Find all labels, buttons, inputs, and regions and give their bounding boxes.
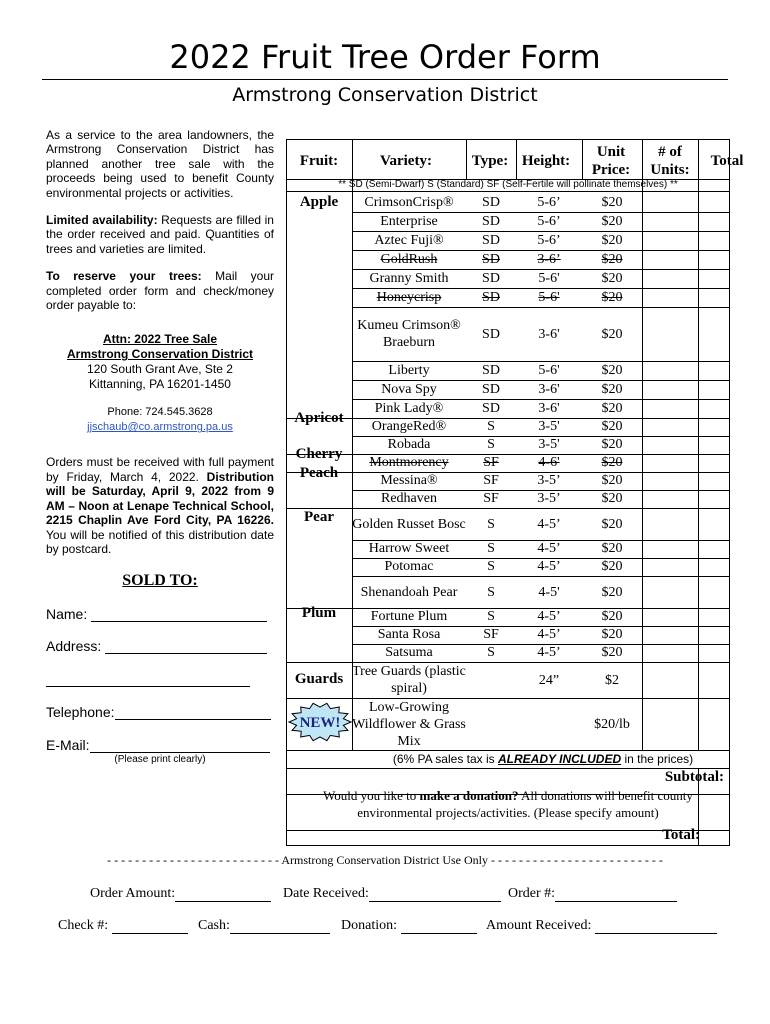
units-input[interactable]	[642, 399, 698, 418]
intro-service: As a service to the area landowners, the Armstrong Conservation District has planned another tree sale with the proceeds being used to benefit County environmental projects or activities.	[46, 128, 274, 200]
office-use-divider: - - - - - - - - - - - - - - - - - - - - - - - - - Armstrong Conservation District Use Only - - - - - - - - - - - - - - - - - - - - - - - - -	[107, 853, 663, 867]
tax-prefix: (6% PA sales tax is	[392, 752, 498, 766]
cell-type: SD	[482, 271, 500, 286]
reserve-text: Mail your completed order form and check/money order payable to:	[46, 269, 274, 313]
cell-height: 5-6’	[537, 233, 561, 248]
total-input[interactable]	[698, 418, 730, 436]
page-title: 2022 Fruit Tree Order Form	[169, 38, 601, 76]
units-input[interactable]	[642, 212, 698, 231]
cell-height: 4-6'	[538, 455, 560, 470]
donation-prompt	[308, 787, 708, 821]
sold-to-heading: SOLD TO:	[122, 572, 198, 589]
cell-height: 4-5’	[537, 541, 561, 556]
cell-price: $20	[601, 252, 623, 267]
table-row	[286, 193, 730, 212]
order-number-row	[508, 886, 677, 902]
fruit-guards: Guards	[294, 671, 344, 687]
tax-emphasis: ALREADY INCLUDED	[498, 752, 622, 766]
table-row	[286, 644, 730, 662]
cell-variety: Fortune Plum	[370, 609, 448, 624]
mailing-address	[46, 332, 274, 435]
table-row	[286, 626, 730, 644]
header-fruit: Fruit:	[299, 153, 339, 169]
table-row	[286, 576, 730, 608]
cell-price: $20	[601, 473, 623, 488]
total-input[interactable]	[698, 288, 730, 307]
cell-type	[466, 662, 516, 698]
table-row	[286, 288, 730, 307]
table-row	[286, 436, 730, 454]
table-row	[286, 269, 730, 288]
header-units	[642, 143, 698, 179]
cell-height: 4-5’	[537, 516, 561, 532]
order-amount-row	[90, 886, 271, 902]
donation-text-2: All donations will benefit county environmental projects/activities. (Please specify amount)	[357, 788, 693, 820]
address-field-row	[46, 638, 267, 654]
title-rule	[42, 79, 728, 80]
fruit-cherry: Cherry	[295, 446, 343, 462]
type-legend: ** SD (Semi-Dwarf) S (Standard) SF (Self-Fertile will pollinate themselves) **	[338, 179, 678, 190]
header-units-line1: # of	[658, 144, 682, 160]
cell-variety: Robada	[387, 437, 431, 452]
fruit-apricot: Apricot	[294, 410, 344, 426]
cell-height: 3-6'	[538, 401, 560, 416]
cell-variety: Aztec Fuji®	[374, 233, 444, 248]
intro-column	[46, 128, 274, 569]
address-field[interactable]	[105, 640, 267, 654]
cell-price: $20/lb	[594, 716, 630, 732]
cell-variety: Low-Growing Wildflower & Grass Mix	[352, 699, 466, 749]
cell-price: $20	[601, 584, 623, 600]
units-input[interactable]	[642, 558, 698, 576]
units-input[interactable]	[642, 472, 698, 490]
header-unit-price	[582, 143, 640, 179]
cell-price: $20	[601, 491, 623, 506]
cell-price: $20	[601, 214, 623, 229]
cell-price: $20	[601, 271, 623, 286]
table-row	[286, 540, 730, 558]
table-row	[286, 361, 730, 380]
cash-row	[198, 918, 330, 934]
cell-height: 5-6'	[538, 290, 560, 305]
donation-field[interactable]	[401, 920, 477, 934]
postcard-note: You will be notified of this distribution date by postcard.	[46, 527, 274, 556]
total-input[interactable]	[698, 454, 730, 472]
name-field-row	[46, 606, 267, 622]
units-input[interactable]	[642, 288, 698, 307]
cell-height: 3-5'	[538, 437, 560, 452]
units-input[interactable]	[642, 644, 698, 662]
payment-deadline: Orders must be received with full payment by Friday, March 4, 2022.	[46, 455, 274, 484]
cell-type: SF	[483, 473, 499, 488]
table-row	[286, 472, 730, 490]
total-input[interactable]	[698, 361, 730, 380]
total-input[interactable]	[698, 472, 730, 490]
table-row	[286, 454, 730, 472]
cell-price: $20	[601, 363, 623, 378]
cell-price: $20	[601, 195, 623, 210]
units-input[interactable]	[642, 307, 698, 361]
table-row	[286, 490, 730, 508]
units-input[interactable]	[642, 269, 698, 288]
amount-received-row	[486, 918, 717, 934]
cell-height: 4-5'	[538, 584, 560, 600]
total-input[interactable]	[698, 490, 730, 508]
header-column-divider	[466, 139, 467, 179]
cell-price: $20	[601, 290, 623, 305]
cell-height: 3-5'	[538, 419, 560, 434]
cell-type: SD	[482, 252, 500, 267]
donation-label: Donation:	[341, 918, 397, 933]
fruit-peach: Peach	[299, 465, 339, 481]
units-input[interactable]	[642, 662, 698, 698]
fruit-apple: Apple	[299, 194, 339, 210]
table-row	[286, 212, 730, 231]
cell-type: SD	[482, 195, 500, 210]
name-label: Name:	[46, 606, 88, 622]
donation-row	[341, 918, 477, 934]
units-input[interactable]	[642, 418, 698, 436]
cell-height: 3-6’	[537, 252, 561, 267]
cell-height: 5-6'	[538, 271, 560, 286]
units-input[interactable]	[642, 490, 698, 508]
cell-type: SD	[482, 233, 500, 248]
total-input[interactable]	[698, 576, 730, 608]
email-label: E-Mail:	[46, 737, 90, 753]
cell-type: SF	[483, 491, 499, 506]
total-input[interactable]	[698, 508, 730, 540]
cell-price: $20	[601, 326, 623, 342]
distribution-info: Distribution will be Saturday, April 9, 2022 from 9 AM – Noon at Lenape Technical School, 2215 Chaplin Ave Ford City, PA 16226.	[46, 469, 274, 528]
cell-price: $20	[601, 541, 623, 556]
table-row	[286, 250, 730, 269]
cell-height: 4-5’	[537, 645, 561, 660]
total-input[interactable]	[698, 231, 730, 250]
table-row	[286, 508, 730, 540]
order-amount-label: Order Amount:	[90, 886, 176, 901]
cell-price: $20	[601, 455, 623, 470]
cell-variety: Montmorency	[369, 455, 449, 470]
new-badge-text: NEW!	[299, 715, 341, 731]
cell-price: $20	[601, 437, 623, 452]
cell-type: S	[487, 609, 495, 624]
header-height: Height:	[521, 153, 571, 169]
cell-price: $20	[601, 401, 623, 416]
units-input[interactable]	[642, 361, 698, 380]
header-unit-price-line2: Price:	[591, 162, 631, 178]
cell-variety: Honeycrisp	[376, 290, 442, 305]
table-row	[286, 558, 730, 576]
total-input[interactable]	[698, 250, 730, 269]
total-input[interactable]	[698, 662, 730, 698]
table-row	[286, 307, 730, 361]
total-input[interactable]	[698, 269, 730, 288]
cell-price: $20	[601, 559, 623, 574]
total-input[interactable]	[698, 608, 730, 626]
cell-variety: Nova Spy	[381, 382, 437, 397]
telephone-field-row	[46, 704, 271, 720]
reserve-label: To reserve your trees:	[46, 269, 202, 284]
cell-type: SD	[482, 214, 500, 229]
total-input[interactable]	[698, 626, 730, 644]
telephone-label: Telephone:	[46, 704, 115, 720]
units-input[interactable]	[642, 380, 698, 399]
cell-type: SD	[482, 326, 500, 342]
cell-type: SD	[482, 382, 500, 397]
cell-height: 3-5’	[537, 491, 561, 506]
header-units-line2: Units:	[650, 162, 690, 178]
table-row	[286, 662, 730, 698]
header-column-divider	[582, 139, 583, 179]
cell-variety: Potomac	[384, 559, 434, 574]
cell-height: 3-5’	[537, 473, 561, 488]
page-subtitle: Armstrong Conservation District	[232, 84, 538, 106]
cell-type: S	[487, 516, 495, 532]
check-number-label: Check #:	[58, 918, 109, 933]
units-input[interactable]	[642, 540, 698, 558]
cell-variety: GoldRush	[380, 252, 438, 267]
total-input[interactable]	[698, 540, 730, 558]
cash-field[interactable]	[230, 920, 330, 934]
cell-type: S	[487, 645, 495, 660]
email-field[interactable]	[90, 739, 270, 753]
amount-received-label: Amount Received:	[486, 918, 592, 933]
cell-variety: Enterprise	[380, 214, 438, 229]
table-row	[286, 418, 730, 436]
order-table	[286, 139, 744, 846]
total-input[interactable]	[698, 644, 730, 662]
cell-type: SF	[483, 627, 499, 642]
tax-divider	[286, 768, 730, 769]
cell-variety: OrangeRed®	[371, 419, 447, 434]
cell-type: S	[487, 419, 495, 434]
date-received-field[interactable]	[369, 888, 501, 902]
units-input[interactable]	[642, 508, 698, 540]
address-line2-row	[46, 671, 250, 687]
header-unit-price-line1: Unit	[596, 144, 626, 160]
cell-height: 5-6’	[537, 214, 561, 229]
address-phone: Phone: 724.545.3628	[107, 406, 213, 419]
fruit-plum: Plum	[301, 605, 337, 621]
cell-price: $20	[601, 382, 623, 397]
cell-type: S	[487, 437, 495, 452]
donation-bold: make a donation?	[419, 788, 519, 803]
intro-reserve	[46, 269, 274, 312]
cell-type: SF	[483, 455, 499, 470]
cell-type	[466, 698, 516, 750]
address-org: Armstrong Conservation District	[66, 347, 254, 362]
tax-suffix: in the prices)	[621, 752, 694, 766]
units-input[interactable]	[642, 231, 698, 250]
date-received-row	[283, 886, 501, 902]
table-row	[286, 608, 730, 626]
table-row	[286, 231, 730, 250]
cell-height: 4-5’	[537, 627, 561, 642]
units-input[interactable]	[642, 193, 698, 212]
new-badge-icon	[287, 701, 353, 743]
cell-price: $20	[601, 233, 623, 248]
total-input[interactable]	[698, 212, 730, 231]
total-input[interactable]	[698, 399, 730, 418]
donation-text-1: Would you like to	[323, 788, 420, 803]
address-label: Address:	[46, 638, 102, 654]
subtotal-label: Subtotal:	[664, 769, 724, 785]
units-input[interactable]	[642, 608, 698, 626]
intro-limited	[46, 213, 274, 256]
fruit-pear: Pear	[304, 509, 334, 525]
units-input[interactable]	[642, 576, 698, 608]
date-received-label: Date Received:	[283, 886, 369, 901]
name-field[interactable]	[91, 608, 267, 622]
header-type: Type:	[471, 153, 509, 169]
units-input[interactable]	[642, 454, 698, 472]
cell-price: $20	[601, 627, 623, 642]
cell-height: 4-5’	[537, 559, 561, 574]
cell-price: $2	[605, 672, 619, 688]
units-input[interactable]	[642, 250, 698, 269]
cell-variety: Satsuma	[385, 645, 433, 660]
address-field-line2[interactable]	[46, 673, 250, 687]
email-field-row	[46, 737, 270, 753]
table-row	[286, 399, 730, 418]
cell-type: SD	[482, 290, 500, 305]
amount-received-field[interactable]	[595, 920, 717, 934]
header-total: Total	[710, 153, 744, 169]
cash-label: Cash:	[198, 918, 230, 933]
cell-height: 4-5’	[537, 609, 561, 624]
units-input[interactable]	[642, 698, 698, 750]
limited-label: Limited availability:	[46, 213, 158, 228]
cell-price: $20	[601, 419, 623, 434]
cell-height	[516, 698, 582, 750]
units-input[interactable]	[642, 626, 698, 644]
cell-variety: Shenandoah Pear	[360, 584, 458, 600]
header-variety: Variety:	[380, 153, 432, 169]
cell-type: S	[487, 584, 495, 600]
units-input[interactable]	[642, 436, 698, 454]
cell-height: 24”	[538, 672, 560, 688]
cell-variety: Redhaven	[381, 491, 437, 506]
cell-variety: Granny Smith	[369, 271, 449, 286]
cell-type: S	[487, 559, 495, 574]
cell-type: SD	[482, 401, 500, 416]
tax-note	[356, 751, 730, 767]
order-number-field[interactable]	[555, 888, 677, 902]
cell-type: SD	[482, 363, 500, 378]
payment-info	[46, 455, 274, 556]
cell-variety: Messina®	[380, 473, 438, 488]
check-number-row	[58, 918, 188, 934]
address-city: Kittanning, PA 16201-1450	[89, 377, 231, 392]
cell-price: $20	[601, 645, 623, 660]
telephone-field[interactable]	[115, 706, 271, 720]
cell-height: 5-6'	[538, 363, 560, 378]
cell-price: $20	[601, 516, 623, 532]
cell-variety: Pink Lady®	[374, 401, 444, 416]
cell-price: $20	[601, 609, 623, 624]
address-attn: Attn: 2022 Tree Sale	[102, 332, 218, 347]
cell-height: 5-6’	[537, 195, 561, 210]
cell-variety: CrimsonCrisp®	[364, 195, 454, 210]
cell-variety: Harrow Sweet	[368, 541, 450, 556]
cell-variety: Tree Guards (plastic spiral)	[352, 664, 466, 696]
cell-height: 3-6'	[538, 382, 560, 397]
limited-text: Requests are filled in the order received and paid. Quantities of trees and varieties are limited.	[46, 213, 274, 256]
cell-variety: Kumeu Crimson® Braeburn	[357, 318, 461, 350]
address-street: 120 South Grant Ave, Ste 2	[87, 362, 233, 377]
cell-height: 3-6'	[538, 326, 560, 342]
total-input[interactable]	[698, 436, 730, 454]
order-number-label: Order #:	[508, 886, 556, 901]
header-column-divider	[516, 139, 517, 179]
cell-type: S	[487, 541, 495, 556]
total-input[interactable]	[698, 558, 730, 576]
total-input[interactable]	[698, 307, 730, 361]
check-number-field[interactable]	[112, 920, 188, 934]
total-input[interactable]	[698, 193, 730, 212]
total-input[interactable]	[698, 698, 730, 750]
total-input[interactable]	[698, 380, 730, 399]
total-label: Total:	[662, 827, 700, 843]
table-row	[286, 380, 730, 399]
print-clearly-note: (Please print clearly)	[114, 754, 206, 765]
email-link[interactable]: jjschaub@co.armstrong.pa.us	[87, 421, 233, 434]
cell-variety: Golden Russet Bosc	[352, 516, 466, 532]
cell-variety: Liberty	[388, 363, 430, 378]
order-amount-field[interactable]	[175, 888, 271, 902]
cell-variety: Santa Rosa	[377, 627, 441, 642]
